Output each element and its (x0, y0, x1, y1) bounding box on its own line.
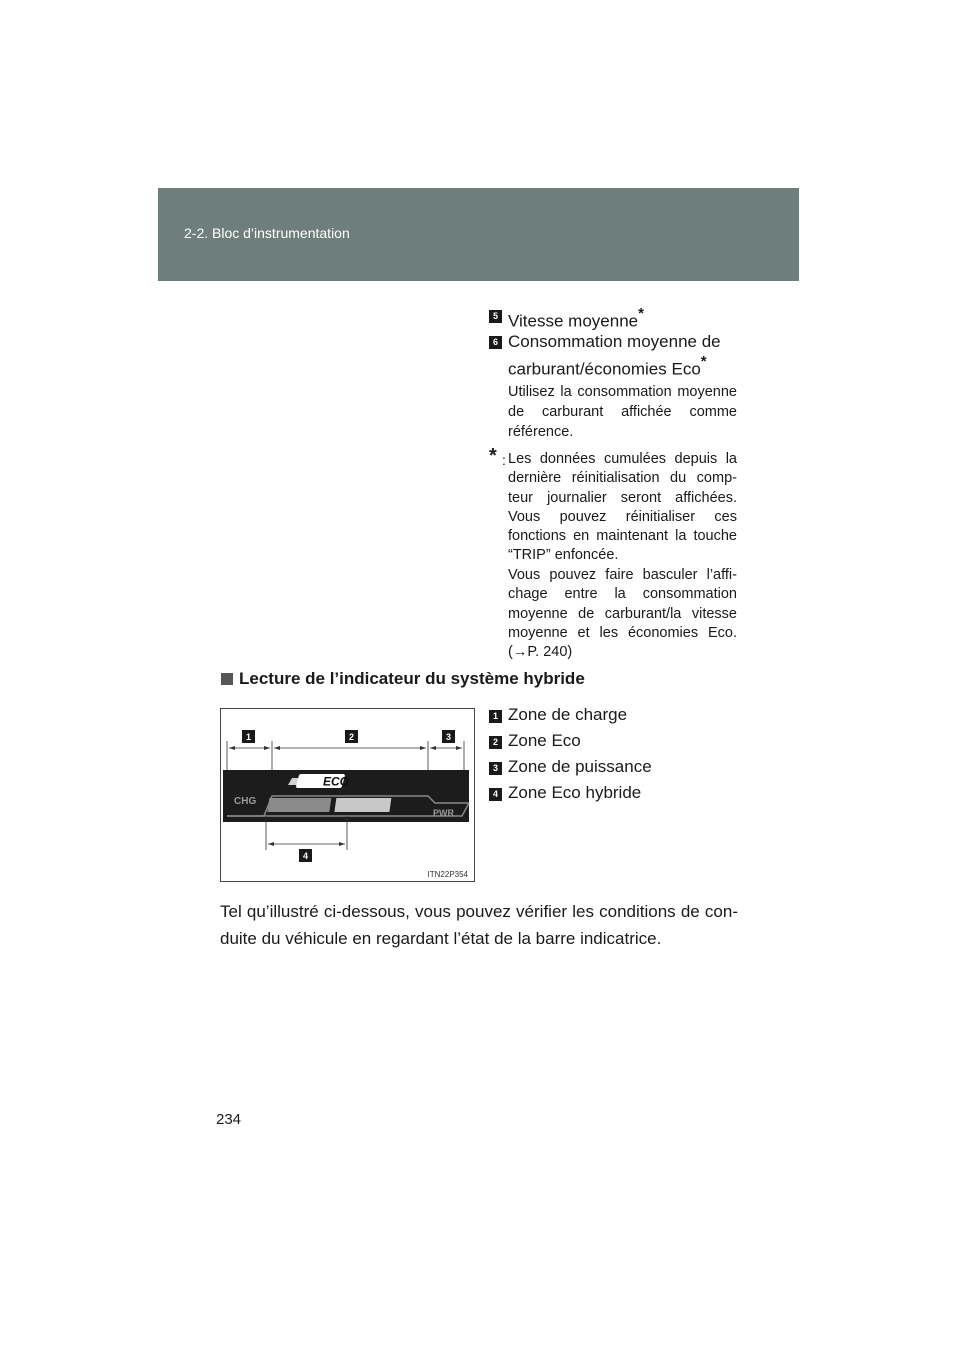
right-column (489, 303, 737, 683)
svg-text:4: 4 (302, 851, 309, 861)
zone-hybrid-eco: Zone Eco hybride (508, 783, 642, 802)
zone-number-2: 2 (489, 736, 502, 749)
section-heading: Lecture de l’indicateur du système hybride (221, 669, 585, 689)
section-header (158, 188, 799, 281)
item-average-consumption: Consommation moyenne de (508, 332, 721, 351)
bar-fill-light (334, 798, 391, 812)
item-average-consumption-line2: carburant/économies Eco* (508, 353, 707, 379)
footnote-paragraph-1: Les données cumulées depuis la dernière réinitialisation du compteur journalier seront affichées. Vous pouvez réinitialiser ces fonctions en maintenant la touche “TRIP” enfoncée. (508, 451, 737, 564)
zone-number-3: 3 (489, 762, 502, 775)
svg-text:CHG: CHG (234, 796, 257, 807)
zone-number-1: 1 (489, 710, 502, 723)
figure-code: ITN22P354 (427, 870, 468, 879)
body-paragraph: Tel qu’illustré ci-dessous, vous pouvez vérifier les conditions de conduite du véhicule en regardant l’état de la barre indicatrice. (220, 902, 738, 948)
note-text: Utilisez la consommation moyenne de carburant affichée comme référence. (508, 384, 737, 440)
footnote-star: * (489, 445, 497, 467)
heading-square-icon (221, 673, 233, 685)
zone-number-4: 4 (489, 788, 502, 801)
svg-text:2: 2 (348, 732, 355, 742)
zone-eco: Zone Eco (508, 731, 581, 750)
svg-text:ECO: ECO (322, 774, 350, 789)
svg-text:1: 1 (245, 732, 252, 742)
section-title: 2-2. Bloc d’instrumentation (184, 225, 350, 241)
zone-power: Zone de puissance (508, 757, 652, 776)
bar-fill-dark (267, 798, 331, 812)
hybrid-indicator-figure (220, 708, 475, 882)
footnote-colon: : (502, 452, 506, 468)
page-number: 234 (216, 1111, 242, 1128)
svg-text:3: 3 (445, 732, 452, 742)
footnote-paragraph-2: Vous pouvez faire basculer l’affichage entre la consommation moyenne de carburant/la vitesse moyenne et les économies Eco. (→P. 240) (508, 567, 737, 661)
item-number-6: 6 (489, 336, 502, 349)
item-average-speed: Vitesse moyenne* (508, 305, 644, 331)
svg-text:PWR: PWR (433, 808, 454, 818)
item-number-5: 5 (489, 310, 502, 323)
zone-list (489, 704, 737, 804)
zone-charge: Zone de charge (508, 705, 628, 724)
